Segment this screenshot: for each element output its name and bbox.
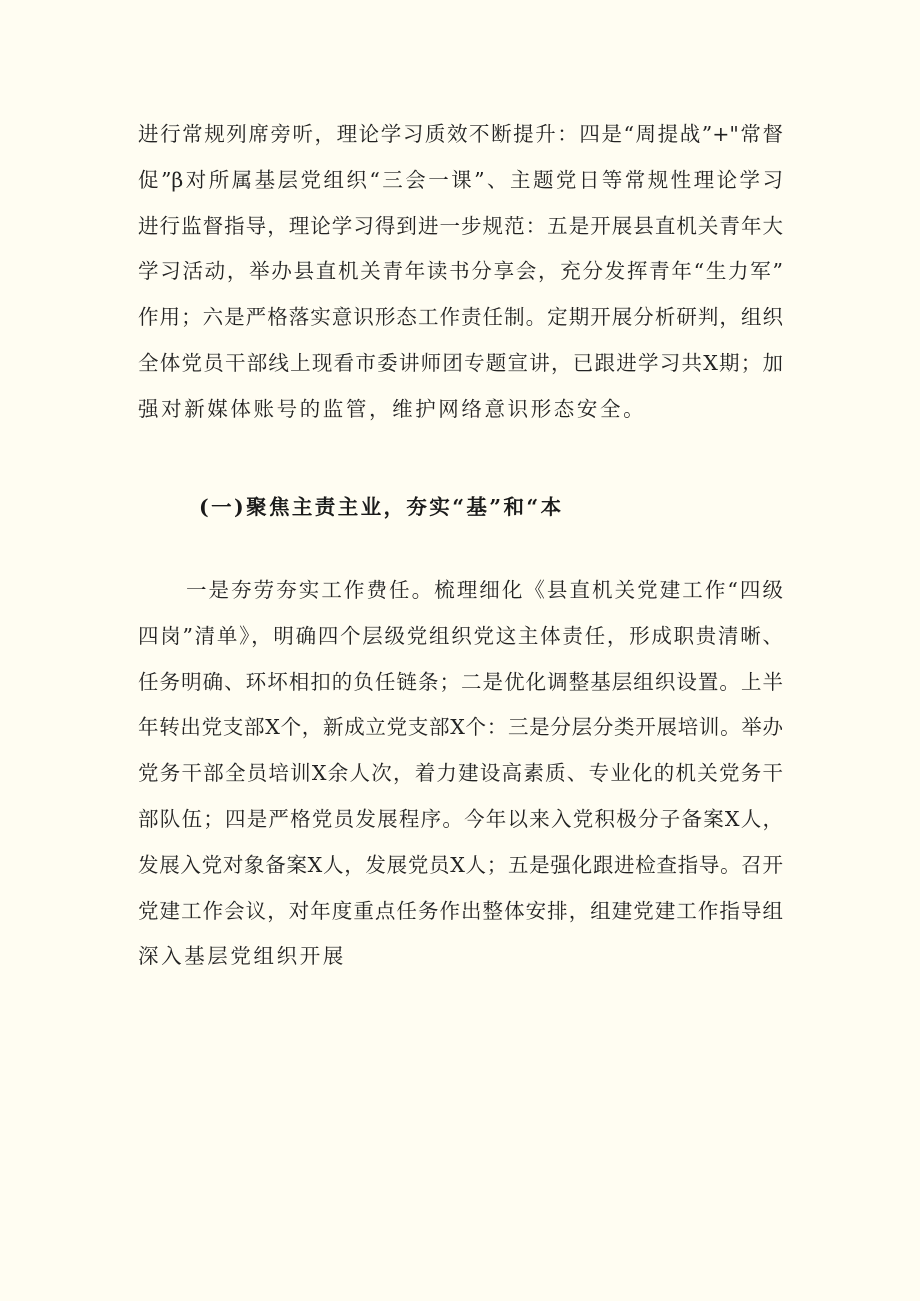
paragraph-line: 任务明确、环坏相扣的负任链条；二是优化调整基层组织设置。上半 bbox=[138, 669, 783, 694]
paragraph-line: 全体党员干部线上现看市委讲师团专题宣讲，已跟进学习共X期；加 bbox=[138, 350, 783, 375]
paragraph-line: 强对新媒体账号的监管，维护网络意识形态安全。 bbox=[138, 396, 647, 421]
paragraph-line: 党务干部全员培训X余人次，着力建设高素质、专业化的机关党务干 bbox=[138, 761, 783, 786]
paragraph-line: 进行常规列席旁听，理论学习质效不断提升：四是“周提战”+"常督 bbox=[138, 122, 783, 146]
paragraph-line: 促”β对所属基层党组织“三会一课”、主题党日等常规性理论学习 bbox=[138, 167, 783, 192]
section-heading: (一)聚焦主责主业，夯实“基”和“本 bbox=[199, 495, 564, 519]
paragraph-line: 四岗”清单》，明确四个层级党组织党这主体责任，形成职贵清晰、 bbox=[138, 623, 783, 648]
paragraph-line: 进行监督指导，理论学习得到进一步规范：五是开展县直机关青年大 bbox=[138, 213, 783, 238]
paragraph-line: 党建工作会议，对年度重点任务作出整体安排，组建党建工作指导组 bbox=[138, 898, 783, 923]
paragraph-study-progress bbox=[138, 112, 783, 433]
paragraph-line: 发展入党对象备案X人，发展党员X人；五是强化跟进检查指导。召开 bbox=[138, 852, 783, 877]
paragraph-line: 学习活动，举办县直机关青年读书分享会，充分发挥青年“生力军” bbox=[138, 259, 783, 284]
paragraph-line: 深入基层党组织开展 bbox=[138, 944, 346, 969]
paragraph-line: 年转出党支部X个，新成立党支部X个：三是分层分类开展培训。举办 bbox=[138, 715, 783, 740]
paragraph-line: 作用；六是严格落实意识形态工作责任制。定期开展分析研判，组织 bbox=[138, 305, 783, 330]
paragraph-line: 一是夯劳夯实工作费任。梳理细化《县直机关党建工作“四级 bbox=[186, 578, 783, 602]
paragraph-party-building bbox=[138, 568, 783, 980]
paragraph-line: 部队伍；四是严格党员发展程序。今年以来入党积极分子备案X人， bbox=[138, 806, 783, 831]
